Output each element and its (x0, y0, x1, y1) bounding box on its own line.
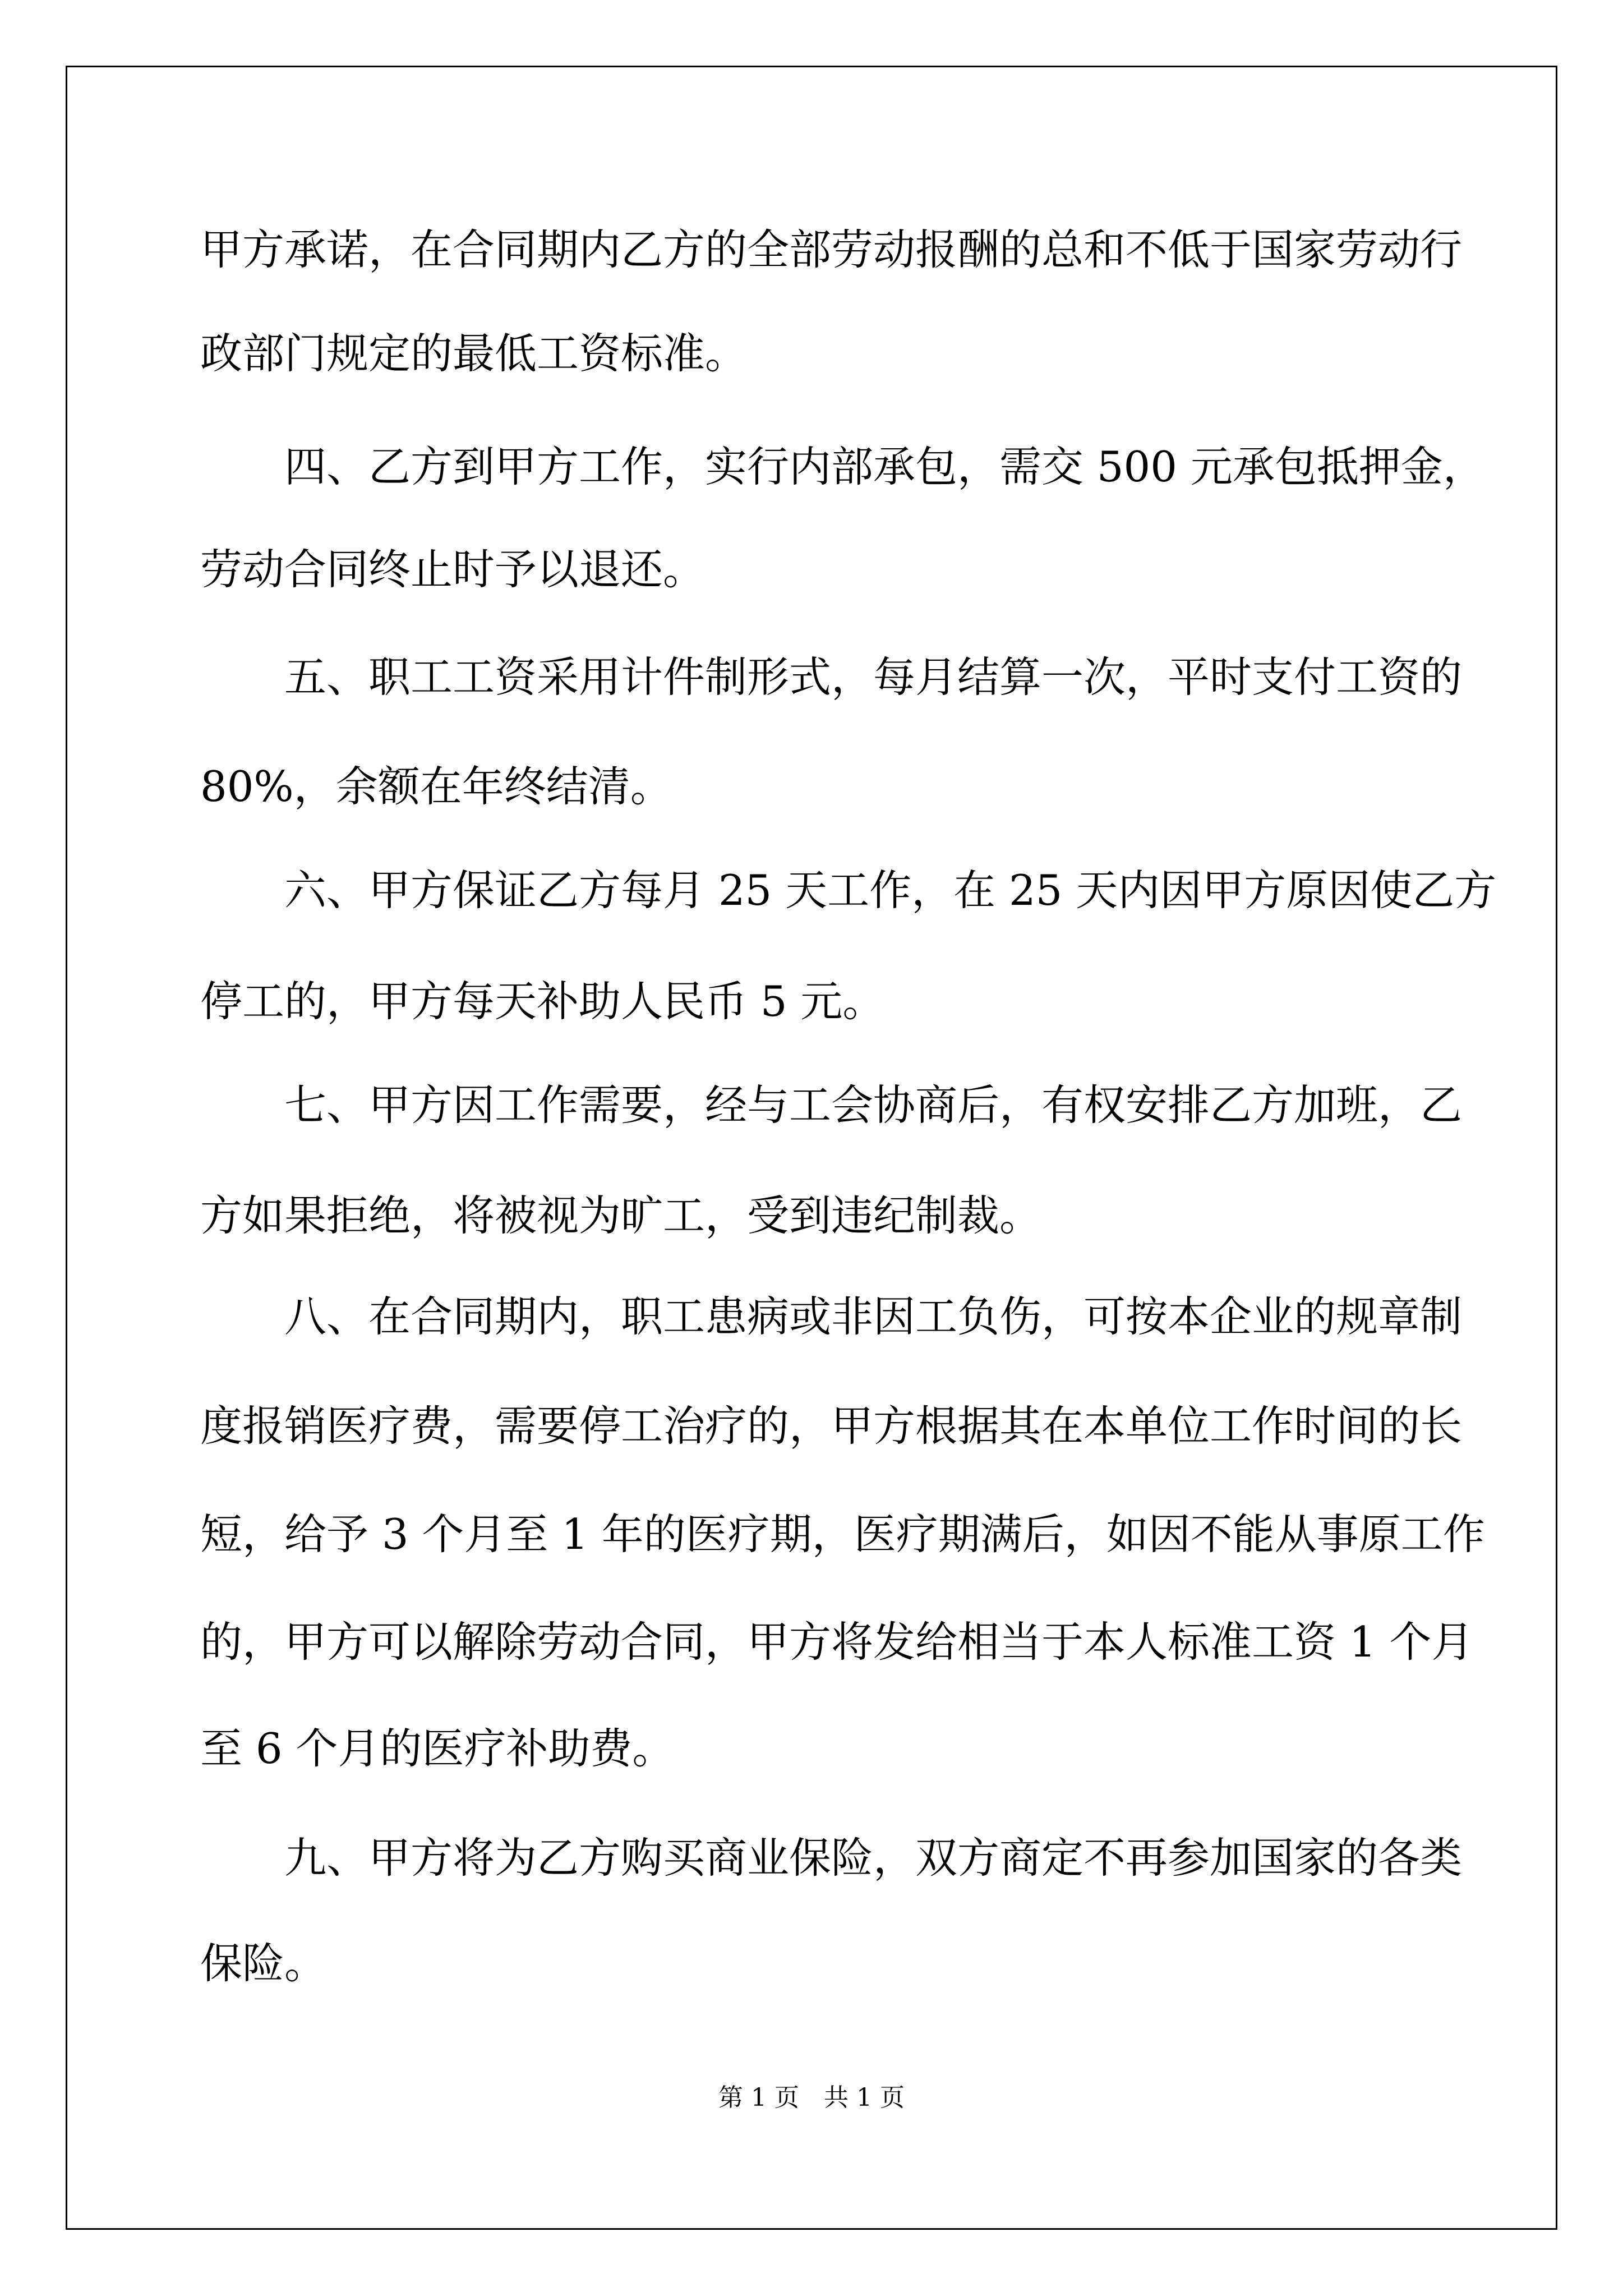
paragraph-line: 度报销医疗费，需要停工治疗的，甲方根据其在本单位工作时间的长 (200, 1401, 1463, 1451)
paragraph-line: 劳动合同终止时予以退还。 (200, 545, 706, 594)
paragraph-line: 五、职工工资采用计件制形式，每月结算一次，平时支付工资的 (284, 652, 1463, 702)
paragraph-line: 甲方承诺，在合同期内乙方的全部劳动报酬的总和不低于国家劳动行 (200, 225, 1463, 274)
paragraph-line: 80%，余额在年终结清。 (200, 762, 672, 811)
paragraph-line: 七、甲方因工作需要，经与工会协商后，有权安排乙方加班，乙 (284, 1080, 1463, 1130)
paragraph-line: 政部门规定的最低工资标准。 (200, 329, 748, 378)
page-number-footer: 第 1 页 共 1 页 (718, 2083, 905, 2112)
paragraph-line: 方如果拒绝，将被视为旷工，受到违纪制裁。 (200, 1191, 1042, 1240)
paragraph-line: 的，甲方可以解除劳动合同，甲方将发给相当于本人标准工资 1 个月 (200, 1617, 1474, 1667)
paragraph-line: 停工的，甲方每天补助人民币 5 元。 (200, 977, 885, 1026)
paragraph-line: 九、甲方将为乙方购买商业保险，双方商定不再参加国家的各类 (284, 1833, 1463, 1883)
paragraph-line: 八、在合同期内，职工患病或非因工负伤，可按本企业的规章制 (284, 1292, 1463, 1341)
paragraph-line: 保险。 (200, 1939, 327, 1988)
paragraph-line: 至 6 个月的医疗补助费。 (200, 1724, 675, 1773)
page-border (66, 66, 1557, 2230)
paragraph-line: 短，给予 3 个月至 1 年的医疗期，医疗期满后，如因不能从事原工作 (200, 1510, 1485, 1559)
paragraph-line: 六、甲方保证乙方每月 25 天工作，在 25 天内因甲方原因使乙方 (284, 866, 1497, 915)
paragraph-line: 四、乙方到甲方工作，实行内部承包，需交 500 元承包抵押金， (284, 442, 1485, 491)
